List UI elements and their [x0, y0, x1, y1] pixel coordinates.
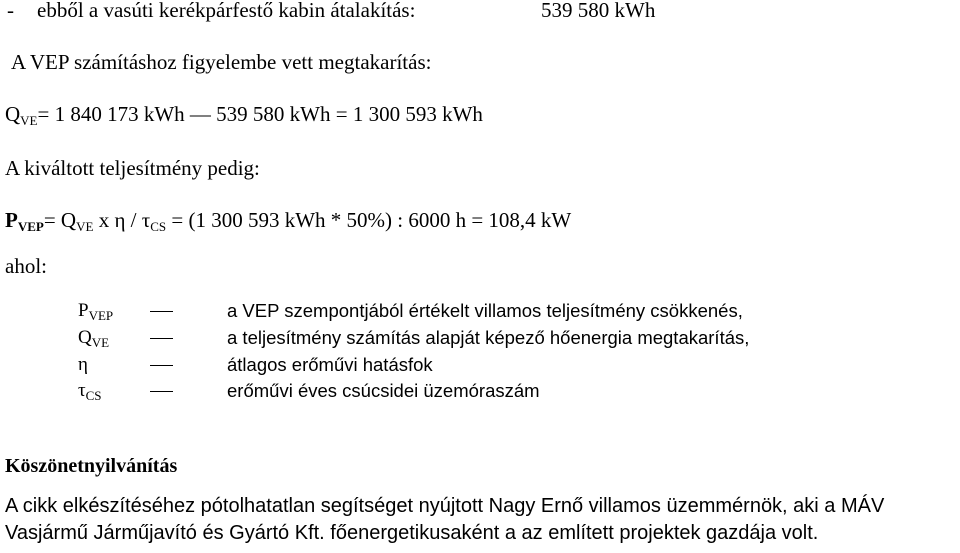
definition-dash [150, 365, 173, 366]
acknowledgement-heading: Köszönetnyilvánítás [5, 455, 178, 477]
pvep-mid: x η / τ [93, 208, 151, 232]
definition-symbol-sub: VE [91, 335, 110, 350]
replaced-power-text: A kiváltott teljesítmény pedig: [5, 156, 260, 180]
pvep-tau-sub: CS [150, 219, 167, 234]
pvep-q-sub: VE [76, 219, 94, 234]
where-label: ahol: [5, 254, 47, 278]
definition-symbol [78, 327, 109, 349]
item-value: 539 580 kWh [541, 0, 656, 22]
qve-symbol: Q [5, 102, 21, 126]
definition-row [0, 300, 960, 326]
pvep-rest: = (1 300 593 kWh * 50%) : 6000 h = 108,4 kW [166, 208, 572, 232]
pvep-sub: VEP [17, 219, 44, 234]
qve-sub: VE [20, 113, 38, 128]
acknowledgement-line-1: A cikk elkészítéséhez pótolhatatlan segítséget nyújtott Nagy Ernő villamos üzemmérnök, aki a MÁV [5, 495, 885, 517]
definition-text: a VEP szempontjából értékelt villamos teljesítmény csökkenés, [227, 300, 743, 321]
definition-symbol-sub: CS [85, 388, 102, 403]
definition-symbol-main: P [78, 300, 89, 321]
definition-symbol-main: Q [78, 327, 92, 348]
item-prefix: - [7, 0, 14, 22]
definition-symbol [78, 380, 102, 402]
qve-expression: = 1 840 173 kWh — 539 580 kWh = 1 300 593 kWh [37, 102, 483, 126]
definition-row [0, 327, 960, 353]
pvep-equation [5, 208, 572, 234]
pvep-symbol: P [5, 208, 18, 232]
definition-text: átlagos erőművi hatásfok [227, 354, 433, 375]
item-label: ebből a vasúti kerékpárfestő kabin átalakítás: [37, 0, 416, 22]
definition-symbol-main: η [78, 354, 88, 375]
definition-row [0, 380, 960, 406]
definition-symbol-sub: VEP [88, 308, 114, 323]
definition-symbol [78, 300, 113, 322]
pvep-eq: = Q [43, 208, 77, 232]
acknowledgement-line-2: Vasjármű Járműjavító és Gyártó Kft. főenergetikusaként a az említett projektek gazdája volt. [5, 522, 819, 544]
definition-dash [150, 311, 173, 312]
qve-equation [5, 102, 483, 128]
definition-text: a teljesítmény számítás alapját képező hőenergia megtakarítás, [227, 327, 750, 348]
vep-intro: A VEP számításhoz figyelembe vett megtakarítás: [11, 50, 432, 74]
definition-symbol [78, 354, 88, 376]
definition-text: erőművi éves csúcsidei üzemóraszám [227, 380, 540, 401]
definition-dash [150, 391, 173, 392]
definition-symbol-main: τ [78, 380, 86, 401]
definition-dash [150, 338, 173, 339]
definition-row [0, 354, 960, 380]
